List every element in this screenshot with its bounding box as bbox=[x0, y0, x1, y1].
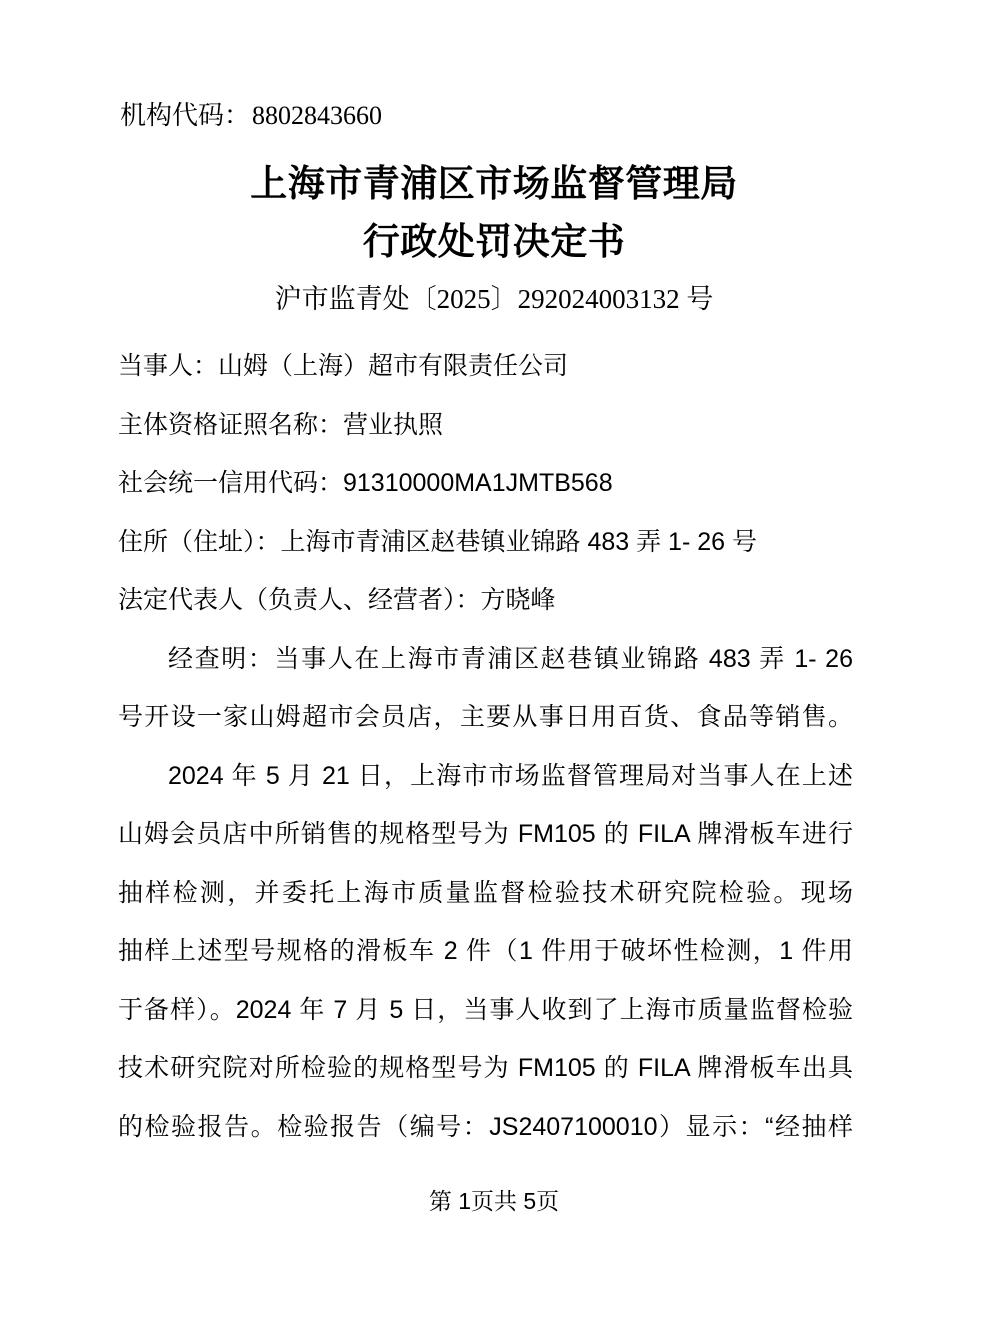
org-code-value: 8802843660 bbox=[252, 101, 383, 130]
document-body bbox=[118, 337, 853, 1156]
body-line: 技术研究院对所检验的规格型号为 FM105 的 FILA 牌滑板车出具 bbox=[118, 1054, 853, 1082]
page-number: 第 1页共 5页 bbox=[428, 1188, 560, 1214]
document-title bbox=[0, 156, 988, 272]
body-line: 抽样检测，并委托上海市质量监督检验技术研究院检验。现场 bbox=[118, 878, 853, 907]
body-line: 的检验报告。检验报告（编号：JS2407100010）显示：“经抽样 bbox=[118, 1112, 853, 1141]
legal-representative-line: 法定代表人（负责人、经营者）：方晓峰 bbox=[118, 586, 556, 614]
body-line: 号开设一家山姆超市会员店，主要从事日用百货、食品等销售。 bbox=[118, 703, 853, 731]
body-line: 2024 年 5 月 21 日，上海市市场监督管理局对当事人在上述 bbox=[168, 761, 853, 790]
document-title-line1: 上海市青浦区市场监督管理局 bbox=[250, 164, 738, 205]
license-name-line: 主体资格证照名称：营业执照 bbox=[118, 410, 444, 439]
credit-code-line: 社会统一信用代码：91310000MA1JMTB568 bbox=[118, 469, 613, 497]
org-code-line bbox=[120, 100, 382, 132]
body-line: 抽样上述型号规格的滑板车 2 件（1 件用于破坏性检测，1 件用 bbox=[118, 937, 853, 965]
document-number: 沪市监青处〔2025〕292024003132 号 bbox=[274, 284, 714, 314]
document-title-line2: 行政处罚决定书 bbox=[362, 222, 626, 263]
address-line: 住所（住址）：上海市青浦区赵巷镇业锦路 483 弄 1- 26 号 bbox=[118, 527, 757, 556]
body-line: 山姆会员店中所销售的规格型号为 FM105 的 FILA 牌滑板车进行 bbox=[118, 820, 853, 848]
findings-line: 经查明：当事人在上海市青浦区赵巷镇业锦路 483 弄 1- 26 bbox=[168, 644, 853, 673]
body-line: 于备样）。2024 年 7 月 5 日，当事人收到了上海市质量监督检验 bbox=[118, 995, 853, 1024]
party-line: 当事人：山姆（上海）超市有限责任公司 bbox=[118, 352, 569, 380]
org-code-label: 机构代码： bbox=[120, 101, 251, 130]
